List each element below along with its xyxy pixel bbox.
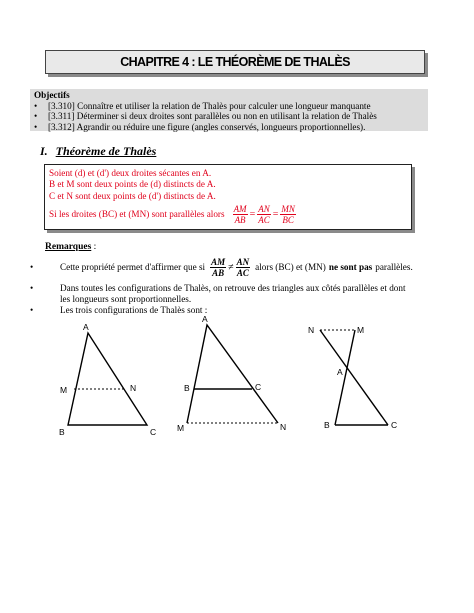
- equals-sign: =: [272, 208, 279, 220]
- objective-item: [34, 111, 424, 122]
- objective-item: [34, 101, 424, 112]
- point-label-c: C: [255, 382, 262, 392]
- section-title: Théorème de Thalès: [55, 144, 157, 158]
- theorem-line: C et N sont deux points de (d') distincts de A.: [49, 190, 216, 201]
- theorem-box: [44, 164, 412, 230]
- objectives-heading: Objectifs: [34, 90, 70, 100]
- point-label-b: B: [59, 427, 65, 437]
- theorem-conclusion: [49, 204, 407, 225]
- theorem-line: Soient (d) et (d') deux droites sécantes en A.: [49, 168, 212, 178]
- remark-item: • Cette propriété permet d'affirmer que si $\frac{AM}{AB}$ ≠ $\frac{AN}{AC}$ alors (BC) et (MN) ne sont pas parallèles.: [30, 257, 413, 278]
- remark-item: • Les trois configurations de Thalès sont :: [30, 305, 208, 315]
- remark-item: • Dans toutes les configurations de Thalès, on retrouve des triangles aux côtés parallèles et dont les longueurs sont proportionnelles.: [30, 283, 406, 304]
- point-label-a: A: [202, 314, 208, 324]
- fraction-am-ab: $\frac{AM}{AB}$: [211, 257, 226, 278]
- bullet: •: [30, 262, 34, 272]
- bullet: •: [34, 100, 38, 111]
- figure-2: [187, 325, 278, 423]
- point-label-n: N: [280, 422, 287, 432]
- not-equal-sign: ≠: [228, 262, 234, 273]
- point-label-m: M: [357, 325, 365, 335]
- bullet: •: [34, 121, 38, 132]
- bullet: •: [30, 305, 34, 315]
- figure-3: [320, 330, 388, 425]
- remarks-heading: Remarques :: [45, 242, 97, 252]
- equals-sign: =: [249, 208, 256, 220]
- point-label-m: M: [60, 385, 68, 395]
- fraction-an-ac: $\frac{AN}{AC}$: [236, 257, 250, 278]
- objectives-box: [30, 89, 428, 131]
- fraction-an-ac: $\frac{AN}{AC}$: [258, 203, 270, 225]
- point-label-c: C: [150, 427, 157, 437]
- point-label-b: B: [184, 383, 190, 393]
- theorem-line: Si les droites (BC) et (MN) sont parallèles alors: [49, 208, 225, 219]
- bullet: •: [30, 283, 34, 293]
- point-label-b: B: [324, 420, 330, 430]
- objective-text: [3.312] Agrandir ou réduire une figure (angles conservés, longueurs proportionnelles).: [48, 121, 366, 132]
- section-heading: [40, 144, 156, 159]
- bullet: •: [34, 111, 38, 122]
- chapter-title-box: [45, 50, 425, 74]
- theorem-line: B et M sont deux points de (d) distincts de A.: [49, 179, 216, 190]
- point-label-a: A: [337, 367, 343, 377]
- point-label-n: N: [308, 325, 315, 335]
- point-label-a: A: [83, 322, 89, 332]
- fraction-mn-bc: $\frac{MN}{BC}$: [281, 203, 295, 225]
- point-label-m: M: [177, 423, 185, 433]
- point-label-c: C: [391, 420, 398, 430]
- figure-1: [68, 333, 147, 425]
- objective-text: [3.311] Déterminer si deux droites sont parallèles ou non en utilisant la relation de Thalès: [48, 111, 377, 122]
- fraction-am-ab: $\frac{AM}{AB}$: [233, 203, 247, 225]
- objective-item: [34, 122, 424, 133]
- section-number: I.: [40, 144, 48, 158]
- objective-text: [3.310] Connaître et utiliser la relation de Thalès pour calculer une longueur manquante: [48, 100, 371, 111]
- point-label-n: N: [130, 383, 137, 393]
- chapter-title: CHAPITRE 4 : LE THÉORÈME DE THALÈS: [120, 55, 350, 69]
